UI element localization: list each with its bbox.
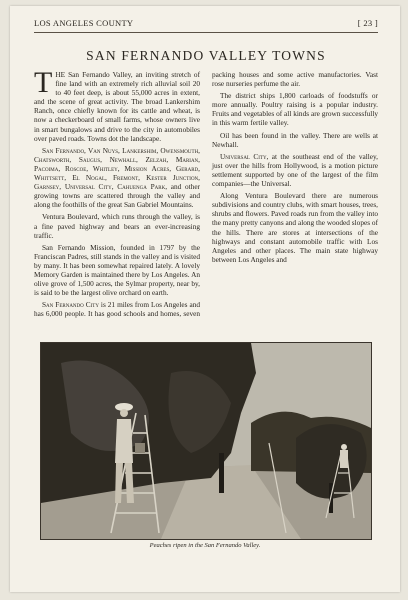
paragraph-towns: San Fernando, Van Nuys, Lankershim, Owensmouth, Chatsworth, Saugus, Newhall, Zelzah, Marian, Pacoima, Roscoe, Whitley, Mission Acres, Gerard, Whittsett, El Nogal, Fremont, Kester Junction, Garnsey, Universal City, Cahuenga Park, and other growing towns are scattered through the valley and along the foothills of the great San Gabriel Mountains. bbox=[34, 145, 200, 210]
orchard-photo bbox=[40, 342, 372, 540]
paragraph-oil: Oil has been found in the valley. There are wells at Newhall. bbox=[212, 130, 378, 149]
header-rule bbox=[34, 32, 378, 33]
paragraph-boulevard: Ventura Boulevard, which runs through the valley, is a fine paved highway and bears an ever-increasing traffic. bbox=[34, 212, 200, 240]
town-list: San Fernando, Van Nuys, Lankershim, Owensmouth, Chatsworth, Saugus, Newhall, Zelzah, Marian, Pacoima, Roscoe, Whitley, Mission Acres, Gerard, Whittsett, El Nogal, Fremont, Kester Junction, Garnsey, Universal City, Cahuenga Park, bbox=[34, 145, 200, 192]
article-body bbox=[34, 66, 378, 332]
paragraph-ventura: Along Ventura Boulevard there are numerous subdivisions and country clubs, with smart houses, trees, shrubs and flowers. Paved roads run from the valley into the many pretty canyons and along the wooded slopes of the hills. There are stores at intersections of the highways and constant automobile traffic with Los Angeles and other places. The main state highway between Los Angeles and bbox=[212, 191, 378, 264]
paragraph-shipping: The district ships 1,800 carloads of foodstuffs or more annually. Poultry raising is a popular industry. Fruits and vegetables of all kinds are grown successfully in this warm fertile valley. bbox=[212, 91, 378, 128]
paragraph-intro: THE San Fernando Valley, an inviting stretch of fine land with an extremely rich alluvial soil 20 to 40 feet deep, is about 55,000 acres in extent, and the scene of great activity. The broad Lankershim Ranch, once chiefly known for its cattle and wheat, is now a checkerboard of small farms, whose owners live in smart bungalows and drive to the city in automobiles over paved roads. Towns dot the landscape. bbox=[34, 66, 200, 143]
photo-caption: Peaches ripen in the San Fernando Valley. bbox=[149, 542, 261, 549]
paragraph-universal-city: Universal City, at the southeast end of the valley, just over the hills from Hollywood, is a motion picture settlement supported by one of the largest of the film companies—the Universal. bbox=[212, 151, 378, 189]
paragraph-mission: San Fernando Mission, founded in 1797 by the Franciscan Padres, still stands in the valley and is visited by many. It has been somewhat repaired lately. A lovely Memory Garden is maintained there by Los Angeles. An olive grove of 1,500 acres, the Sylmar property, near by, is said to be the largest olive orchard on earth. bbox=[34, 242, 200, 298]
drop-cap: T bbox=[34, 66, 53, 99]
orchard-photo-image bbox=[41, 343, 371, 539]
running-head-section: LOS ANGELES COUNTY bbox=[34, 18, 134, 28]
photo-fruit-picker-distant bbox=[340, 444, 348, 468]
page-number: [ 23 ] bbox=[357, 18, 378, 28]
paragraph-san-fernando-city: San Fernando City is 21 miles from Los Angeles and has 6,000 people. It has good schools and homes, seven packing houses and some active manufactories. Vast rose nurseries perfume the air. bbox=[34, 70, 378, 319]
article-title: SAN FERNANDO VALLEY TOWNS bbox=[86, 48, 326, 63]
photo-tree-trunk bbox=[219, 453, 224, 493]
page bbox=[10, 6, 400, 592]
